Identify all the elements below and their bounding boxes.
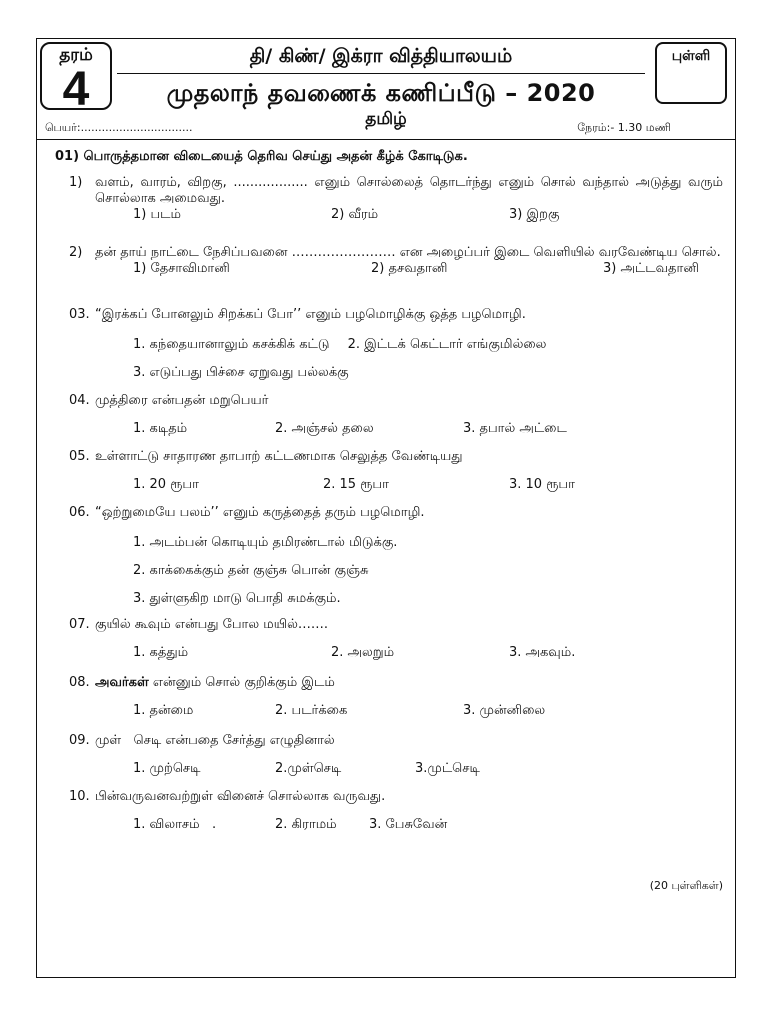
question-number: 08. (69, 675, 90, 690)
question-number: 04. (69, 393, 90, 408)
marks-label: புள்ளி (671, 48, 711, 64)
school-name: தி/ கிண்/ இக்ரா வித்தியாலயம் (249, 45, 513, 67)
option-3: 3. முன்னிலை (463, 703, 546, 718)
option-3: 3. 10 ரூபா (509, 477, 575, 492)
option-3: 3. பேசுவேன் (369, 817, 448, 832)
title-divider (117, 73, 645, 74)
question-number: 03. (69, 307, 90, 322)
option-1: 1. கத்தும் (133, 645, 189, 660)
question-text: குயில் கூவும் என்பது போல மயில்……. (95, 617, 328, 632)
question-1 (37, 175, 735, 233)
name-field: பெயர்:................................ (45, 121, 193, 134)
option-2: 2. படர்க்கை (275, 703, 348, 718)
option-1: 1. தன்மை (133, 703, 194, 718)
option-2: 2.முள்செடி (275, 761, 342, 776)
option-3: 3) இறகு (509, 207, 560, 222)
question-text: உள்ளாட்டு சாதாரண தாபாற் கட்டணமாக செலுத்த வேண்டியது (95, 449, 463, 464)
time-label: நேரம்:- 1.30 மணி (577, 121, 671, 134)
question-text: வளம், வாரம், விறகு, .................. எனும் சொல்லைத் தொடர்ந்து எனும் சொல் வந்தால் அடுத்து வரும் சொல்லாக அமைவது. (95, 175, 723, 206)
option-3: 3. துள்ளுகிற மாடு பொதி சுமக்கும். (133, 591, 341, 606)
option-3: 3. தபால் அட்டை (463, 421, 567, 436)
total-marks: (20 புள்ளிகள்) (649, 879, 723, 892)
exam-title: முதலாந் தவணைக் கணிப்பீடு – 2020 (166, 79, 596, 107)
marks-box (655, 42, 727, 104)
question-9 (37, 733, 735, 789)
question-5 (37, 449, 735, 505)
question-text: தன் தாய் நாட்டை நேசிப்பவனை …………………… என அழைப்பர் இடை வெளியில் வரவேண்டிய சொல். (95, 245, 721, 260)
subject-title: தமிழ் (365, 109, 407, 129)
option-1: 1. கடிதம் (133, 421, 188, 436)
question-text: “இரக்கப் போனலும் சிறக்கப் போ’’ எனும் பழமொழிக்கு ஒத்த பழமொழி. (95, 307, 526, 322)
question-10 (37, 789, 735, 845)
option-1: 1) தேசாவிமானி (133, 261, 230, 276)
question-4 (37, 393, 735, 449)
question-text: முத்திரை என்பதன் மறுபெயர் (95, 393, 269, 408)
instruction: 01) பொருத்தமான விடையைத் தெரிவ செய்து அதன் கீழ்க் கோடிடுக. (55, 149, 468, 164)
header-divider (37, 139, 735, 140)
question-2 (37, 245, 735, 307)
option-1: 1. அடம்பன் கொடியும் தமிரண்டால் மிடுக்கு. (133, 535, 398, 550)
question-number: 06. (69, 505, 90, 520)
option-1: 1. கந்தையானாலும் கசக்கிக் கட்டு (133, 337, 330, 352)
exam-page (36, 38, 736, 978)
question-text (95, 675, 723, 703)
question-number: 1) (69, 175, 83, 190)
question-number: 2) (69, 245, 83, 260)
question-text-rest: என்னும் சொல் குறிக்கும் இடம் (148, 675, 335, 690)
option-2: 2. 15 ரூபா (323, 477, 389, 492)
option-1: 1. விலாசம் . (133, 817, 217, 832)
question-3 (37, 307, 735, 393)
question-text: பின்வருவனவற்றுள் வினைச் சொல்லாக வருவது. (95, 789, 386, 804)
option-2: 2. அலறும் (331, 645, 395, 660)
question-text: முள் செடி என்பதை சேர்த்து எழுதினால் (95, 733, 335, 748)
option-2: 2. அஞ்சல் தலை (275, 421, 374, 436)
option-2: 2) வீரம் (331, 207, 379, 222)
question-7 (37, 617, 735, 675)
option-1: 1. 20 ரூபா (133, 477, 199, 492)
keyword: அவர்கள் (95, 675, 149, 690)
question-number: 07. (69, 617, 90, 632)
option-1: 1) படம் (133, 207, 181, 222)
question-number: 05. (69, 449, 90, 464)
question-8 (37, 675, 735, 733)
question-number: 09. (69, 733, 90, 748)
option-2: 2. கிராமம் (275, 817, 337, 832)
option-1: 1. முற்செடி (133, 761, 201, 776)
option-2: 2. இட்டக் கெட்டார் எங்குமில்லை (347, 337, 547, 352)
option-2: 2. காக்கைக்கும் தன் குஞ்சு பொன் குஞ்சு (133, 563, 369, 578)
option-2: 2) தசவதானி (371, 261, 448, 276)
grade-number: 4 (62, 63, 90, 116)
option-3: 3. அகவும். (509, 645, 576, 660)
option-3: 3.முட்செடி (415, 761, 480, 776)
grade-label: தரம் (59, 45, 93, 65)
question-number: 10. (69, 789, 90, 804)
question-6 (37, 505, 735, 617)
option-3: 3. எடுப்பது பிச்சை ஏறுவது பல்லக்கு (133, 365, 349, 380)
grade-box (40, 42, 112, 116)
questions-section (37, 149, 735, 845)
option-3: 3) அட்டவதானி (603, 261, 699, 276)
question-text: “ஒற்றுமையே பலம்’’ எனும் கருத்தைத் தரும் பழமொழி. (95, 505, 425, 520)
